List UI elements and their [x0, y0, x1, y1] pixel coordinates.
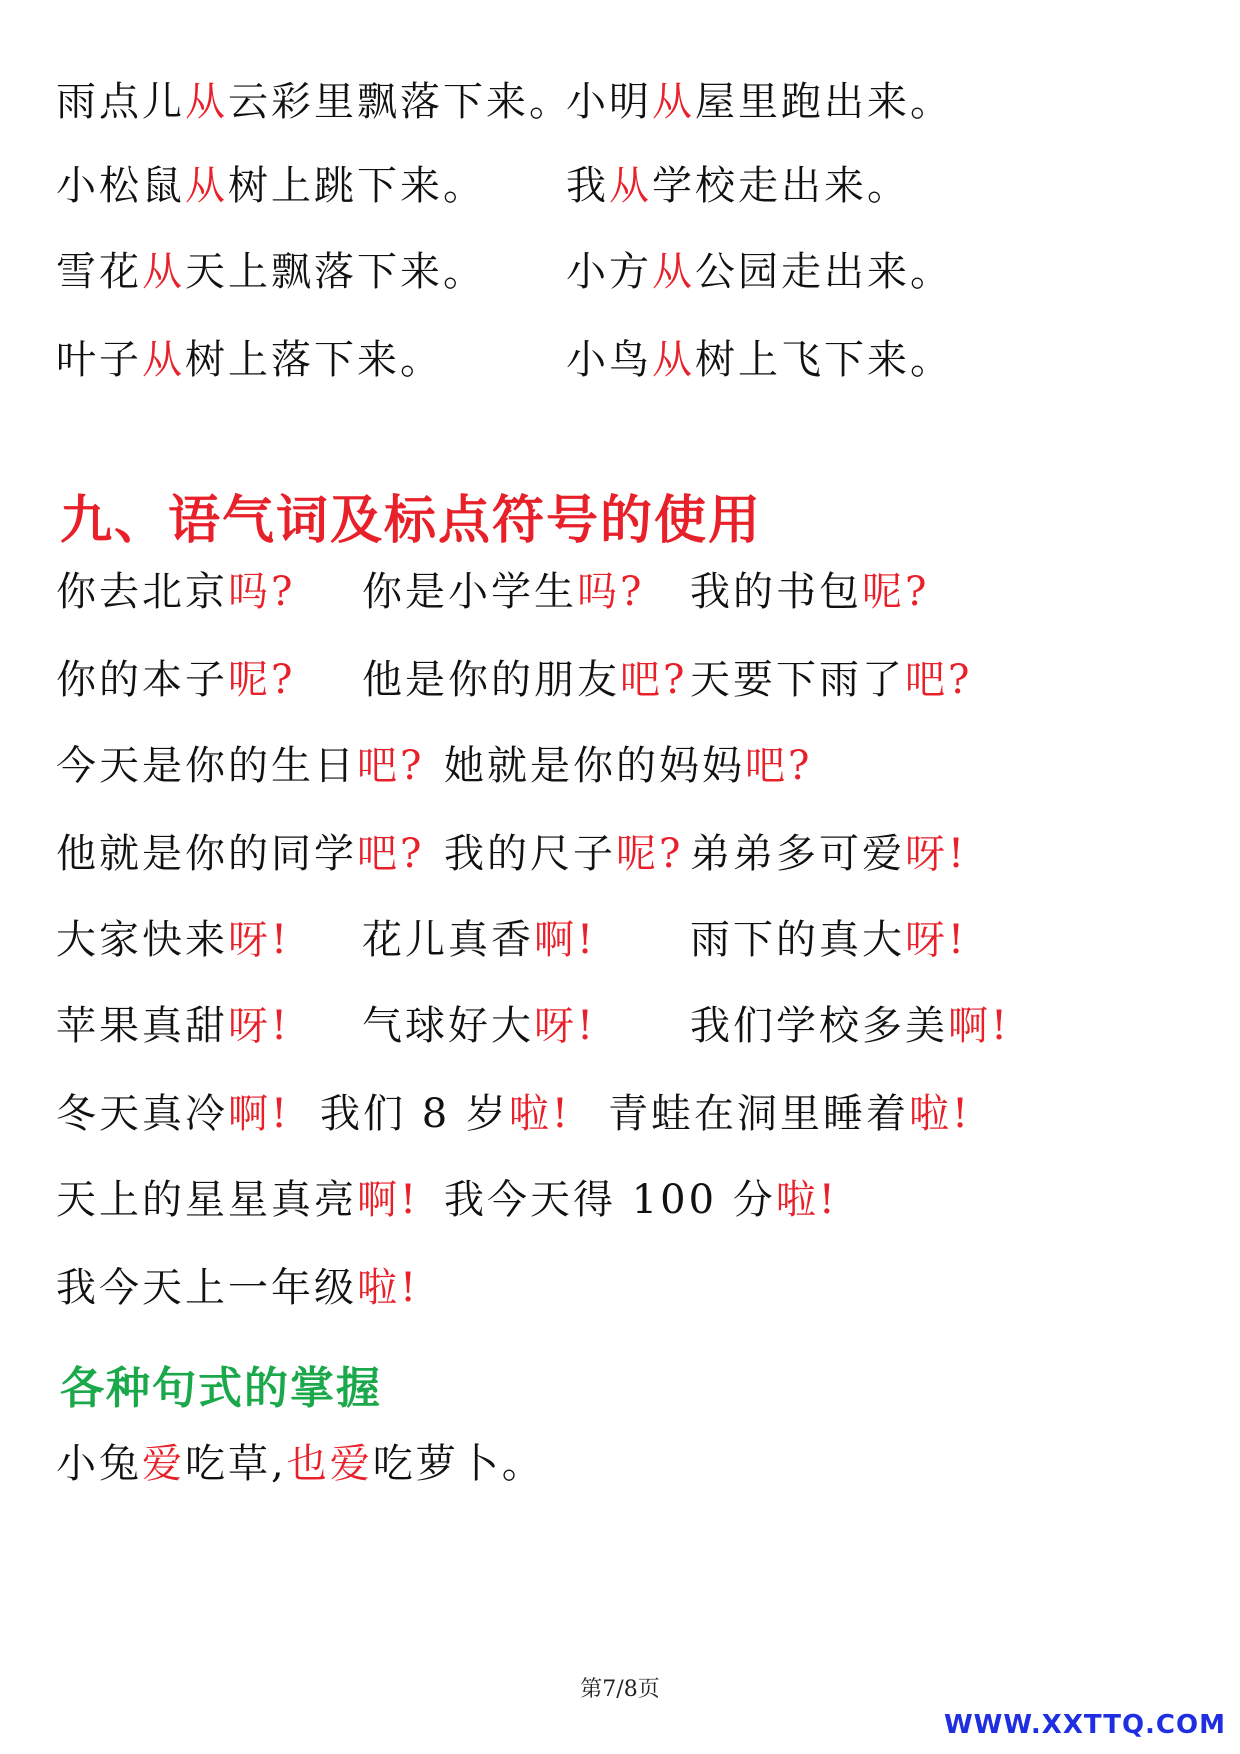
sentence	[320, 1090, 571, 1138]
modal-particle: 吧?	[905, 657, 973, 703]
sentence-text: 树上飞下来。	[695, 337, 953, 383]
sentence	[362, 916, 596, 964]
modal-particle: 呢?	[862, 569, 930, 615]
modal-particle: 吧?	[620, 657, 688, 703]
sentence-text: 他就是你的同学	[56, 831, 357, 877]
modal-particle: 呀!	[228, 917, 291, 963]
page-number: 第7/8页	[580, 1677, 660, 1702]
sentence-text: 叶子	[56, 337, 142, 383]
sentence-text: 我今天上一年级	[56, 1265, 357, 1311]
sentence-text: 雨下的真大	[690, 917, 905, 963]
highlight-word: 从	[609, 163, 652, 209]
modal-particle: 呀!	[228, 1003, 291, 1049]
sentence-text: 小明	[566, 79, 652, 125]
sentence-text: 我	[566, 163, 609, 209]
sentence-text: 天上的星星真亮	[56, 1177, 357, 1223]
highlight-word: 从	[652, 249, 695, 295]
sentence-text: 我今天得 100 分	[444, 1177, 776, 1223]
sentence	[56, 248, 486, 296]
modal-particle: 呀!	[534, 1003, 597, 1049]
section-heading-modal-particles: 九、语气词及标点符号的使用	[60, 491, 763, 551]
sentence-text: 弟弟多可爱	[690, 831, 905, 877]
sentence	[56, 830, 424, 878]
sentence	[566, 336, 953, 384]
sentence	[690, 916, 967, 964]
sentence-text: 小鸟	[566, 337, 652, 383]
sentence	[690, 656, 972, 704]
sentence-text: 气球好大	[362, 1003, 534, 1049]
sentence-text: 我的尺子	[444, 831, 616, 877]
sentence-text: 苹果真甜	[56, 1003, 228, 1049]
sentence	[690, 568, 929, 616]
modal-particle: 啦!	[508, 1091, 571, 1137]
sentence-text: 大家快来	[56, 917, 228, 963]
sentence-text: 吃草,	[185, 1441, 287, 1487]
sentence	[56, 1440, 545, 1488]
sentence	[56, 742, 424, 790]
sentence	[690, 830, 967, 878]
sentence	[56, 78, 572, 126]
sentence-text: 吃萝卜。	[372, 1441, 545, 1487]
sentence	[56, 656, 295, 704]
modal-particle: 啦!	[775, 1177, 838, 1223]
sentence	[690, 1002, 1010, 1050]
modal-particle: 吧?	[745, 743, 813, 789]
sentence	[56, 568, 295, 616]
sentence-text: 学校走出来。	[652, 163, 910, 209]
sentence	[444, 830, 683, 878]
sentence-text: 花儿真香	[362, 917, 534, 963]
sentence	[56, 1264, 419, 1312]
sentence-text: 我们 8 岁	[320, 1091, 509, 1137]
sentence-text: 公园走出来。	[695, 249, 953, 295]
modal-particle: 啊!	[948, 1003, 1011, 1049]
sentence-text: 云彩里飘落下来。	[228, 79, 572, 125]
highlight-word: 从	[185, 79, 228, 125]
sentence-text: 冬天真冷	[56, 1091, 228, 1137]
highlight-word: 从	[652, 337, 695, 383]
section-heading-sentence-patterns: 各种句式的掌握	[60, 1363, 382, 1414]
site-watermark: WWW.XXTTQ.COM	[944, 1710, 1226, 1740]
sentence	[56, 162, 486, 210]
sentence	[56, 336, 443, 384]
sentence	[566, 248, 953, 296]
modal-particle: 啦!	[357, 1265, 420, 1311]
modal-particle: 呀!	[905, 831, 968, 877]
sentence-text: 你是小学生	[362, 569, 577, 615]
highlight-word: 也爱	[286, 1441, 373, 1487]
sentence-text: 小方	[566, 249, 652, 295]
sentence-text: 你的本子	[56, 657, 228, 703]
sentence-text: 青蛙在洞里睡着	[608, 1091, 909, 1137]
highlight-word: 爱	[142, 1441, 185, 1487]
modal-particle: 吗?	[228, 569, 296, 615]
sentence	[56, 916, 290, 964]
highlight-word: 从	[142, 337, 185, 383]
sentence-text: 小兔	[56, 1441, 142, 1487]
modal-particle: 吧?	[357, 743, 425, 789]
modal-particle: 啊!	[357, 1177, 420, 1223]
sentence	[362, 656, 687, 704]
sentence-text: 雪花	[56, 249, 142, 295]
sentence-text: 我们学校多美	[690, 1003, 948, 1049]
modal-particle: 吧?	[357, 831, 425, 877]
sentence	[56, 1176, 419, 1224]
highlight-word: 从	[185, 163, 228, 209]
sentence-text: 天要下雨了	[690, 657, 905, 703]
sentence	[56, 1090, 290, 1138]
modal-particle: 呀!	[905, 917, 968, 963]
sentence-text: 雨点儿	[56, 79, 185, 125]
modal-particle: 啊!	[534, 917, 597, 963]
modal-particle: 呢?	[228, 657, 296, 703]
sentence	[56, 1002, 290, 1050]
sentence	[566, 162, 910, 210]
sentence-text: 今天是你的生日	[56, 743, 357, 789]
modal-particle: 呢?	[616, 831, 684, 877]
modal-particle: 啦!	[909, 1091, 972, 1137]
sentence	[444, 1176, 838, 1224]
sentence	[444, 742, 812, 790]
sentence	[362, 1002, 596, 1050]
modal-particle: 吗?	[577, 569, 645, 615]
highlight-word: 从	[652, 79, 695, 125]
sentence-text: 她就是你的妈妈	[444, 743, 745, 789]
sentence-text: 小松鼠	[56, 163, 185, 209]
sentence-text: 树上跳下来。	[228, 163, 486, 209]
sentence-text: 我的书包	[690, 569, 862, 615]
sentence	[608, 1090, 971, 1138]
sentence	[362, 568, 644, 616]
sentence-text: 树上落下来。	[185, 337, 443, 383]
highlight-word: 从	[142, 249, 185, 295]
sentence-text: 天上飘落下来。	[185, 249, 486, 295]
sentence	[566, 78, 953, 126]
sentence-text: 你去北京	[56, 569, 228, 615]
sentence-text: 他是你的朋友	[362, 657, 620, 703]
sentence-text: 屋里跑出来。	[695, 79, 953, 125]
modal-particle: 啊!	[228, 1091, 291, 1137]
